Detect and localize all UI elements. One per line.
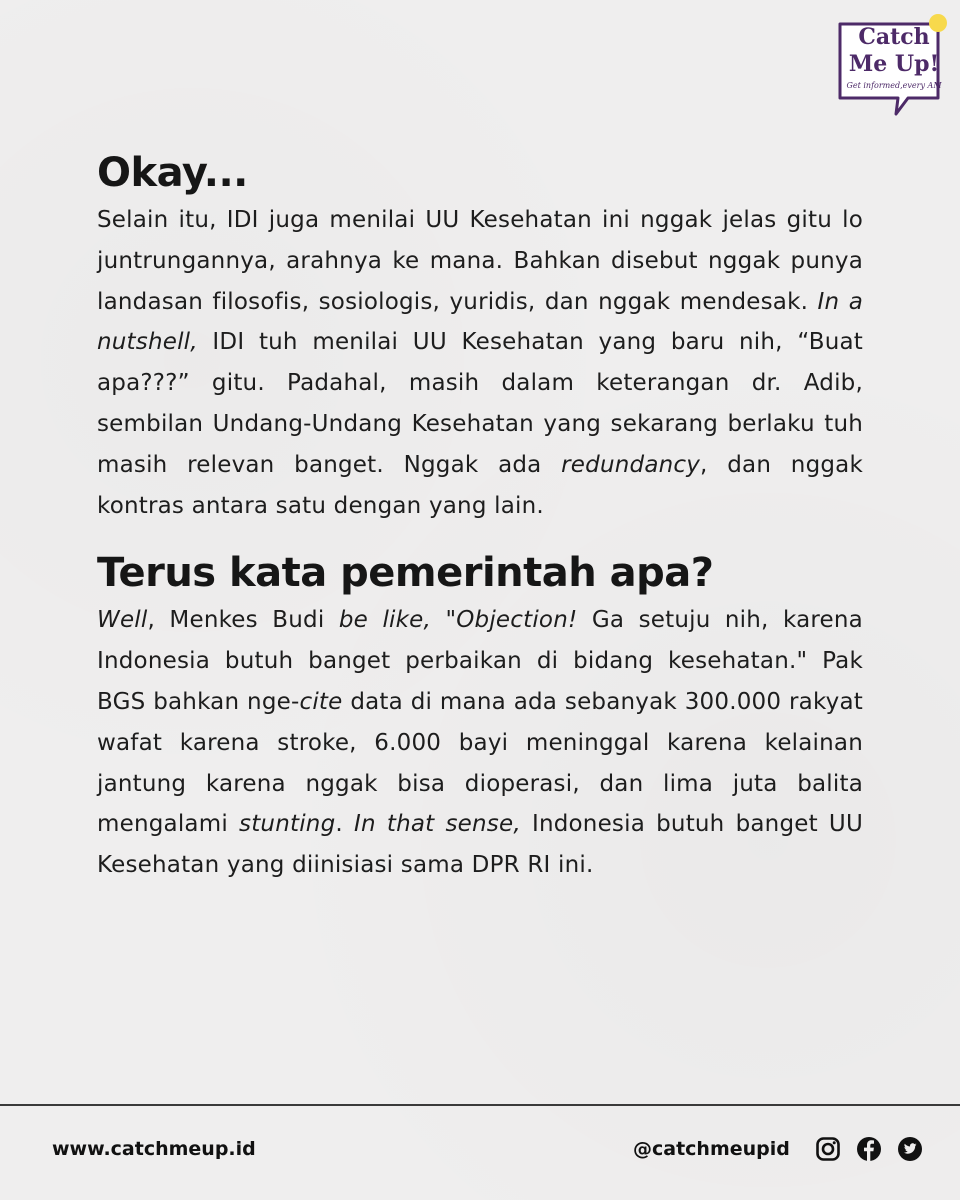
text-run: . <box>335 811 354 838</box>
text-run: Indonesia butuh banget UU Kesehatan yang diinisiasi sama DPR RI ini. <box>97 811 863 879</box>
section2-heading: Terus kata pemerintah apa? <box>97 550 714 597</box>
section1-paragraph <box>97 200 863 526</box>
text-run: Well <box>97 607 148 634</box>
website-link[interactable]: www.catchmeup.id <box>52 1138 256 1160</box>
logo-tagline: Get informed,every AM <box>846 81 942 90</box>
text-run: , Menkes Budi <box>147 607 339 634</box>
text-run: , dan nggak kontras antara satu dengan yang lain. <box>97 451 863 519</box>
text-run: data di mana ada sebanyak 300.000 rakyat wafat karena stroke, 6.000 bayi meninggal karena kelainan jantung karena nggak bisa dioperasi, dan lima juta balita mengalami <box>97 688 864 838</box>
section2-paragraph <box>97 600 863 886</box>
text-run: In a nutshell, <box>97 288 864 356</box>
text-run: stunting <box>239 811 336 838</box>
twitter-icon[interactable] <box>897 1136 923 1162</box>
text-run: In that sense, <box>354 811 521 838</box>
text-run: redundancy <box>561 451 701 478</box>
logo-line1: Catch <box>858 24 930 50</box>
text-run: cite <box>299 688 343 715</box>
text-run: IDI tuh menilai UU Kesehatan yang baru nih, “Buat apa???” gitu. Padahal, masih dalam keterangan dr. Adib, sembilan Undang-Undang Kesehatan yang sekarang berlaku tuh masih relevan banget. Nggak ada <box>97 329 863 478</box>
brand-logo <box>836 14 948 124</box>
facebook-icon[interactable] <box>856 1136 882 1162</box>
social-handle-link[interactable]: @catchmeupid <box>633 1138 790 1160</box>
section1-heading: Okay... <box>97 150 248 196</box>
article <box>97 146 863 886</box>
text-run: be like, "Objection! <box>338 607 578 634</box>
instagram-icon[interactable] <box>815 1136 841 1162</box>
text-run: Selain itu, IDI juga menilai UU Kesehatan ini nggak jelas gitu lo juntrungannya, arahnya ke mana. Bahkan disebut nggak punya landasan filosofis, sosiologis, yuridis, dan nggak mendesak. <box>97 207 863 315</box>
footer-divider <box>0 1104 960 1106</box>
text-run: Ga setuju nih, karena Indonesia butuh banget perbaikan di bidang kesehatan." Pak BGS bahkan nge- <box>97 607 863 715</box>
logo-line2: Me Up! <box>848 51 940 77</box>
